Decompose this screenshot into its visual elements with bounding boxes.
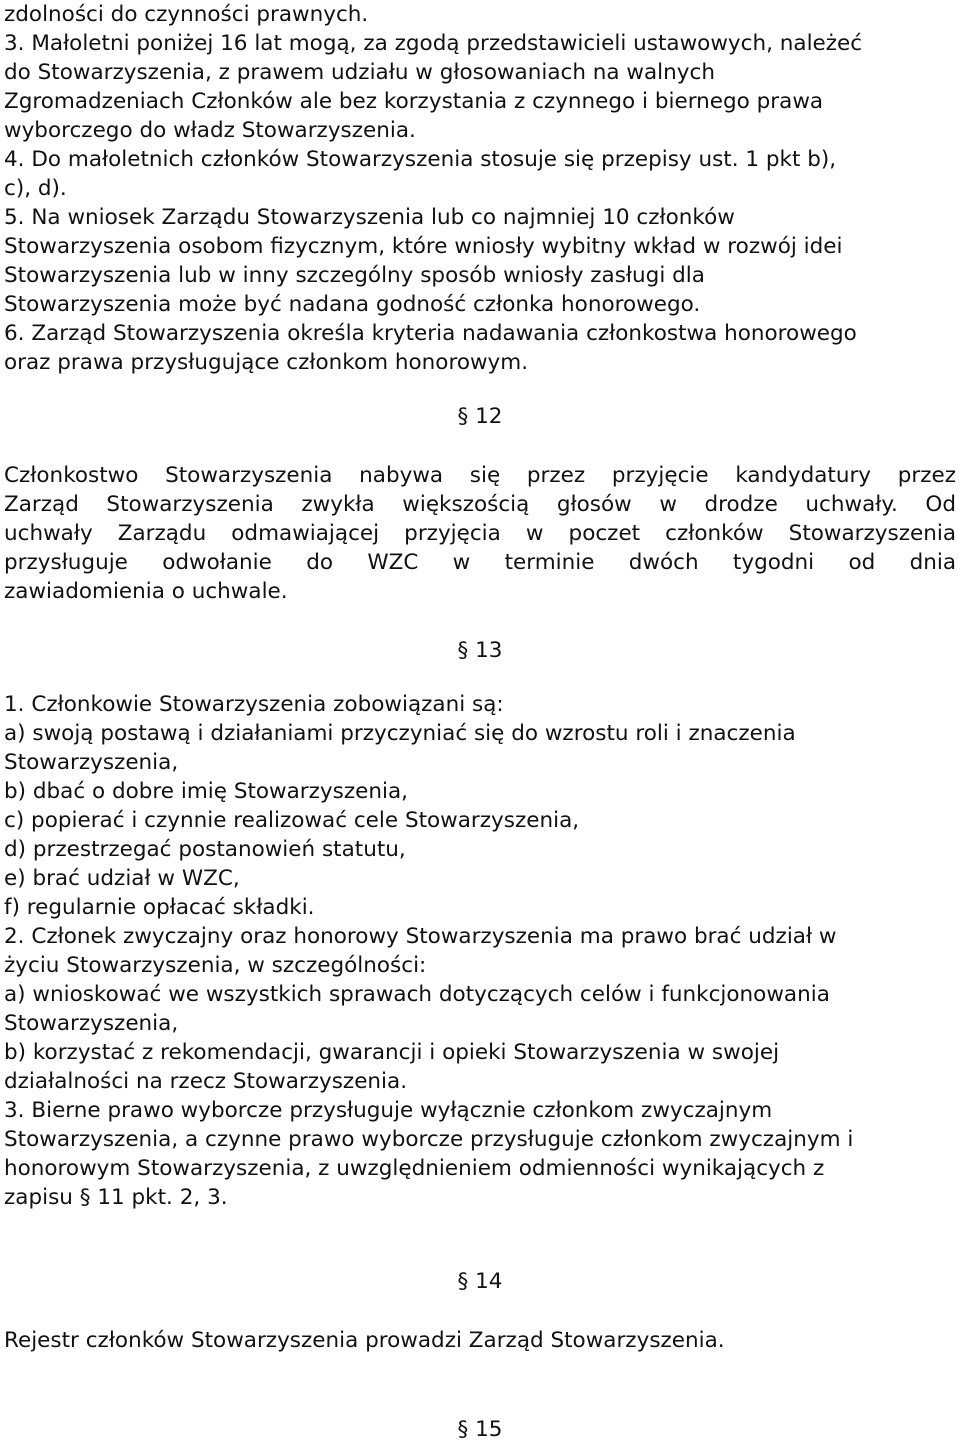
text-line: b) korzystać z rekomendacji, gwarancji i opieki Stowarzyszenia w swojej (4, 1040, 780, 1065)
text-line: do Stowarzyszenia, z prawem udziału w głosowaniach na walnych (4, 60, 715, 85)
text-line: Stowarzyszenia może być nadana godność członka honorowego. (4, 292, 701, 317)
text-line: uchwały Zarządu odmawiającej przyjęcia w poczet członków Stowarzyszenia (4, 521, 956, 546)
text-line: 1. Członkowie Stowarzyszenia zobowiązani są: (4, 692, 504, 717)
text-line: Stowarzyszenia, (4, 750, 179, 775)
section-heading-14: § 14 (457, 1269, 503, 1294)
text-line: Rejestr członków Stowarzyszenia prowadzi Zarząd Stowarzyszenia. (4, 1328, 725, 1353)
text-line: Stowarzyszenia osobom fizycznym, które wniosły wybitny wkład w rozwój idei (4, 234, 843, 259)
text-line: oraz prawa przysługujące członkom honorowym. (4, 350, 529, 375)
text-line: wyborczego do władz Stowarzyszenia. (4, 118, 416, 143)
text-line: honorowym Stowarzyszenia, z uwzględnieniem odmienności wynikających z (4, 1156, 825, 1181)
text-line: 3. Małoletni poniżej 16 lat mogą, za zgodą przedstawicieli ustawowych, należeć (4, 31, 863, 56)
text-line: 4. Do małoletnich członków Stowarzyszenia stosuje się przepisy ust. 1 pkt b), (4, 147, 837, 172)
section-heading-15: § 15 (457, 1417, 503, 1442)
text-line: zdolności do czynności prawnych. (4, 2, 369, 27)
text-line: Stowarzyszenia lub w inny szczególny sposób wniosły zasługi dla (4, 263, 705, 288)
text-line: a) swoją postawą i działaniami przyczyniać się do wzrostu roli i znaczenia (4, 721, 796, 746)
text-line: Zarząd Stowarzyszenia zwykła większością głosów w drodze uchwały. Od (4, 492, 956, 517)
text-line: 6. Zarząd Stowarzyszenia określa kryteria nadawania członkostwa honorowego (4, 321, 857, 346)
text-line: Stowarzyszenia, a czynne prawo wyborcze przysługuje członkom zwyczajnym i (4, 1127, 854, 1152)
paragraph-membership-rules (4, 0, 956, 377)
text-line: życiu Stowarzyszenia, w szczególności: (4, 953, 427, 978)
text-line: Stowarzyszenia, (4, 1011, 179, 1036)
text-line: przysługuje odwołanie do WZC w terminie dwóch tygodni od dnia (4, 550, 956, 575)
text-line: zawiadomienia o uchwale. (4, 579, 288, 604)
section-heading-13: § 13 (457, 638, 503, 663)
text-line: 5. Na wniosek Zarządu Stowarzyszenia lub co najmniej 10 członków (4, 205, 735, 230)
text-line: działalności na rzecz Stowarzyszenia. (4, 1069, 408, 1094)
text-line: c) popierać i czynnie realizować cele Stowarzyszenia, (4, 808, 580, 833)
paragraph-section-13 (4, 690, 956, 1212)
document-page (4, 0, 956, 1444)
text-line: zapisu § 11 pkt. 2, 3. (4, 1185, 228, 1210)
paragraph-section-12 (4, 461, 956, 606)
text-line: b) dbać o dobre imię Stowarzyszenia, (4, 779, 408, 804)
text-line: e) brać udział w WZC, (4, 866, 240, 891)
text-line: c), d). (4, 176, 67, 201)
paragraph-section-14 (4, 1326, 956, 1355)
section-heading-12: § 12 (457, 404, 503, 429)
text-line: f) regularnie opłacać składki. (4, 895, 315, 920)
text-line: a) wnioskować we wszystkich sprawach dotyczących celów i funkcjonowania (4, 982, 830, 1007)
text-line: 2. Członek zwyczajny oraz honorowy Stowarzyszenia ma prawo brać udział w (4, 924, 837, 949)
text-line: Zgromadzeniach Członków ale bez korzystania z czynnego i biernego prawa (4, 89, 824, 114)
text-line: Członkostwo Stowarzyszenia nabywa się przez przyjęcie kandydatury przez (4, 463, 956, 488)
text-line: 3. Bierne prawo wyborcze przysługuje wyłącznie członkom zwyczajnym (4, 1098, 773, 1123)
text-line: d) przestrzegać postanowień statutu, (4, 837, 406, 862)
